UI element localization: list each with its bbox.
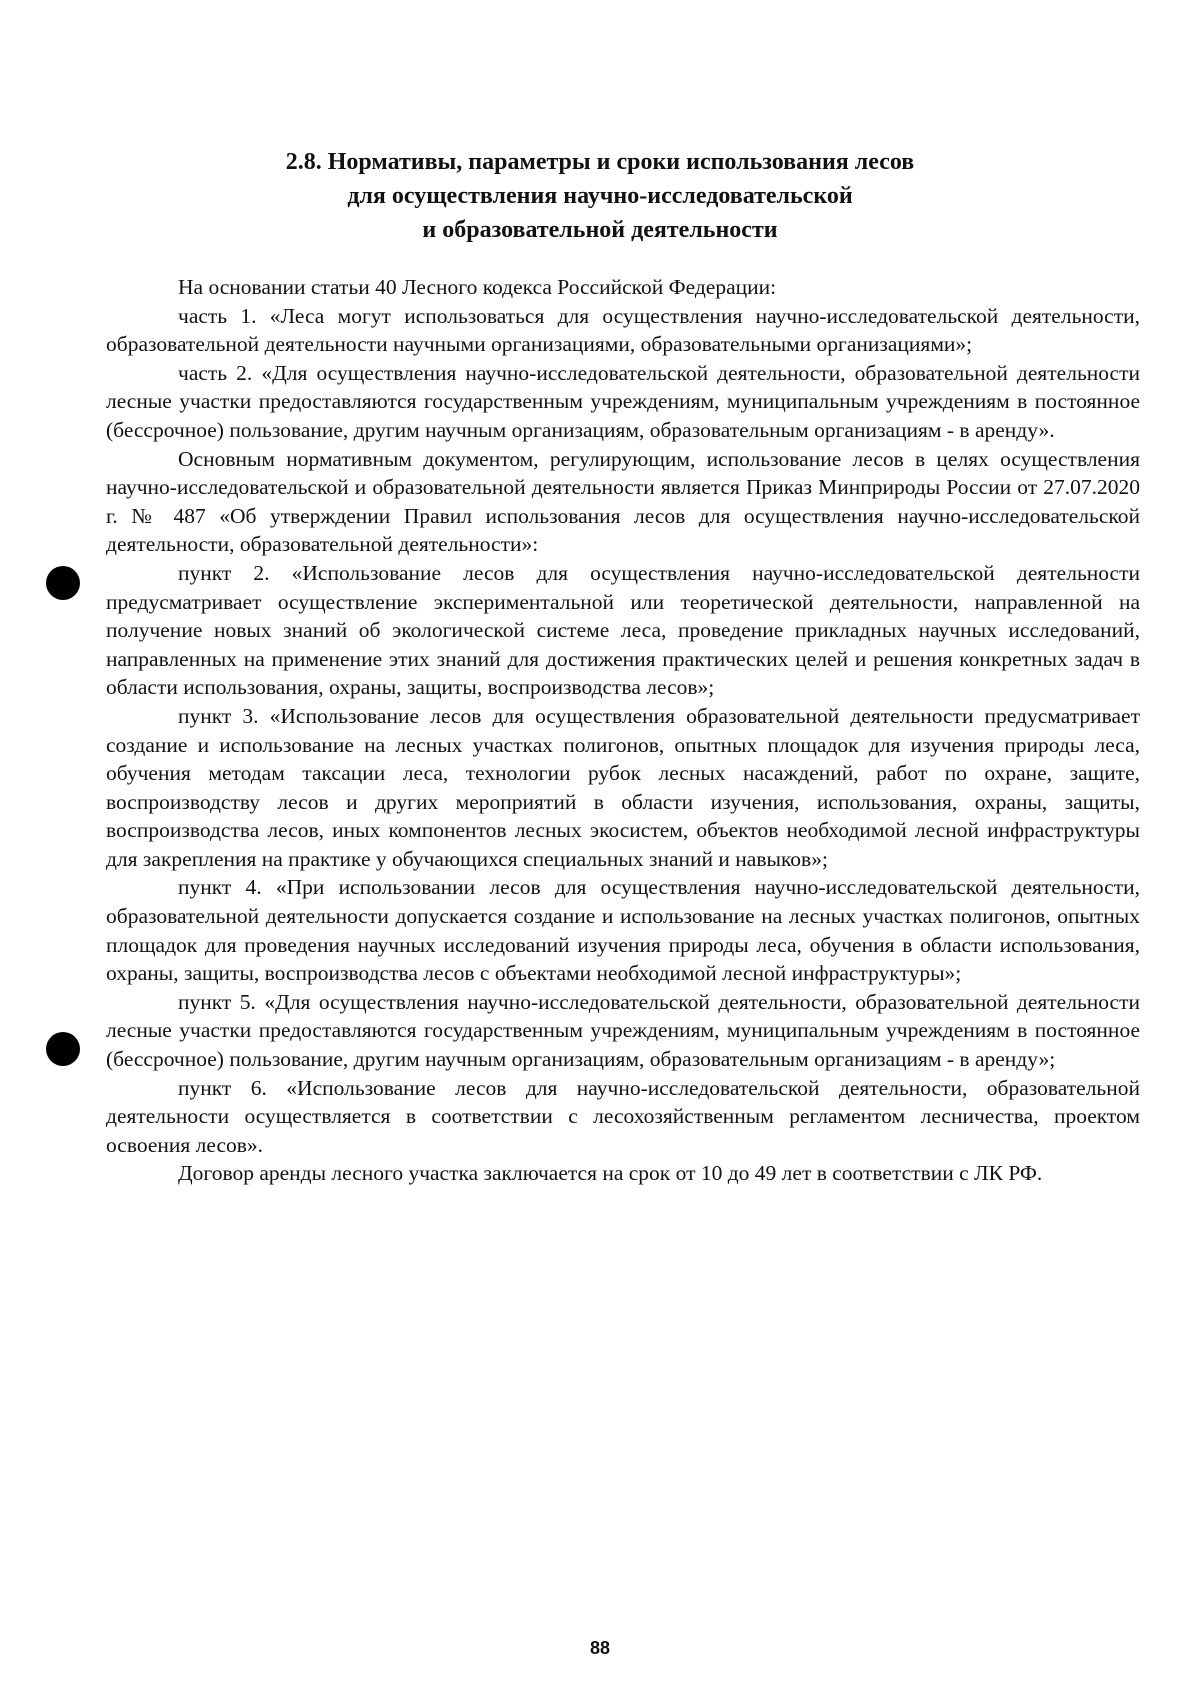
paragraph-part-1: часть 1. «Леса могут использоваться для осуществления научно-исследовательской деятельности, образовательной деятельности научными организациями, образовательными организациями»; bbox=[106, 303, 1140, 357]
paragraph-intro: На основании статьи 40 Лесного кодекса Российской Федерации: bbox=[178, 275, 777, 299]
paragraph-point-5: пункт 5. «Для осуществления научно-исследовательской деятельности, образовательной деятельности лесные участки предоставляются государственным учреждениям, муниципальным учреждениям в постоянное (бессрочное) пользование, другим научным организациям, образовательным организациям - в аренду»; bbox=[106, 989, 1140, 1072]
paragraph-point-6: пункт 6. «Использование лесов для научно-исследовательской деятельности, образовательной деятельности осуществляется в соответствии с лесохозяйственным регламентом лесничества, проектом освоения лесов». bbox=[106, 1075, 1140, 1157]
paragraph-main-document: Основным нормативным документом, регулирующим, использование лесов в целях осуществления научно-исследовательской и образовательной деятельности является Приказ Минприроды России от 27.07.2020 г. № 487 «Об утверждении Правил использования лесов для осуществления научно-исследовательской деятельности, образовательной деятельности»: bbox=[106, 446, 1140, 557]
paragraph-lease-term: Договор аренды лесного участка заключается на срок от 10 до 49 лет в соответствии с ЛК РФ. bbox=[178, 1161, 1043, 1186]
punch-hole-bottom bbox=[46, 1032, 80, 1066]
section-title bbox=[0, 145, 1200, 247]
body-text bbox=[106, 273, 1140, 1188]
paragraph-part-2: часть 2. «Для осуществления научно-исследовательской деятельности, образовательной деятельности лесные участки предоставляются государственным учреждениям, муниципальным учреждениям в постоянное (бессрочное) пользование, другим научным организациям, образовательным организациям - в аренду». bbox=[106, 360, 1140, 442]
title-line-3: и образовательной деятельности bbox=[422, 217, 778, 243]
title-line-1: 2.8. Нормативы, параметры и сроки использования лесов bbox=[285, 149, 915, 175]
paragraph-point-2: пункт 2. «Использование лесов для осуществления научно-исследовательской деятельности предусматривает осуществление экспериментальной или теоретической деятельности, направленной на получение новых знаний об экологической системе леса, проведение прикладных научных исследований, направленных на применение этих знаний для достижения практических целей и решения конкретных задач в области использования, охраны, защиты, воспроизводства лесов»; bbox=[106, 560, 1140, 700]
punch-hole-top bbox=[46, 566, 80, 600]
page-number: 88 bbox=[589, 1638, 611, 1658]
title-line-2: для осуществления научно-исследовательской bbox=[347, 183, 853, 209]
paragraph-point-3: пункт 3. «Использование лесов для осуществления образовательной деятельности предусматривает создание и использование на лесных участках полигонов, опытных площадок для изучения природы леса, обучения методам таксации леса, технологии рубок лесных насаждений, работ по охране, защите, воспроизводству лесов и других мероприятий в области изучения, использования, охраны, защиты, воспроизводства лесов, иных компонентов лесных экосистем, объектов необходимой лесной инфраструктуры для закрепления на практике у обучающихся специальных знаний и навыков»; bbox=[106, 703, 1140, 871]
paragraph-point-4: пункт 4. «При использовании лесов для осуществления научно-исследовательской деятельности, образовательной деятельности допускается создание и использование на лесных участках полигонов, опытных площадок для проведения научных исследований изучения природы леса, обучения в области использования, охраны, защиты, воспроизводства лесов с объектами необходимой лесной инфраструктуры»; bbox=[106, 875, 1140, 986]
